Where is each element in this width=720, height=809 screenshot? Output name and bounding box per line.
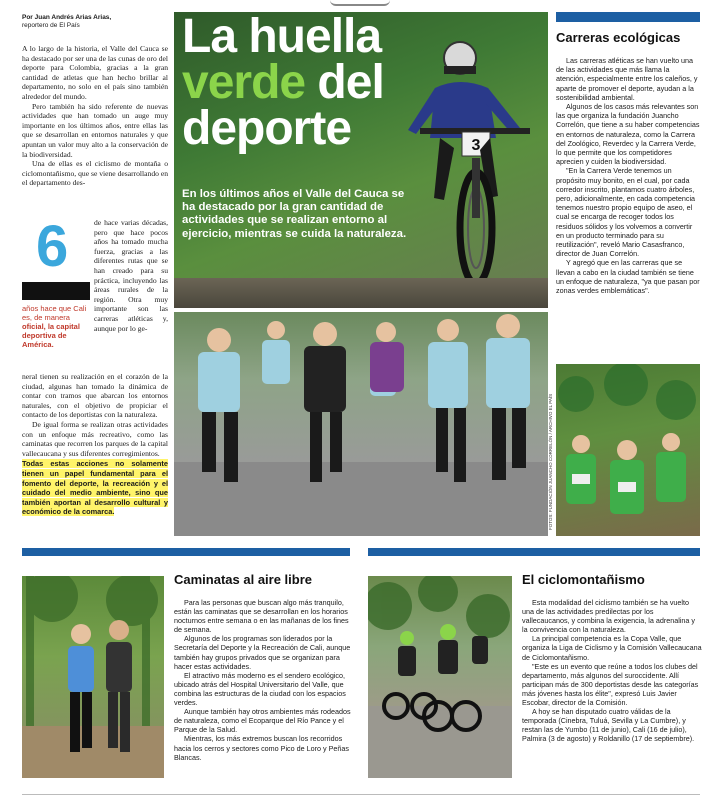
carreras-paragraph-3: "En la Carrera Verde tenemos un propósito muy bonito, en el cual, por cada corredor inscrito, plantamos cuatro árboles, pero, adicionalmente, en cada competencia tenemos nuestro propio equipo de aseo, el cual se encarga de recoger todos los residuos sólidos y los volvemos a convertir en un producto terminado para su reutilización", reveló Mario Casasfranco, director de Juan Correlón. bbox=[556, 166, 696, 259]
top-ornament bbox=[330, 0, 390, 6]
wrap-text: de hace varias décadas, pero que hace pocos años ha tomado mucha fuerza, gracias a las diferentes rutas que se han creado para su práctica, incluyendo las áreas rurales de la región. Otra muy importante son las carreras atléticas y, aunque por lo ge- bbox=[94, 218, 168, 333]
walkers-illustration bbox=[22, 576, 164, 778]
intro-paragraph-2: Pero también ha sido referente de nuevas actividades que han tomado un auge muy importante en los últimos años, entre ellas las que se desarrollan en entornos naturales y que apuntan un valor muy alto a la conservación de la biodiversidad. bbox=[22, 101, 168, 159]
byline bbox=[22, 14, 111, 30]
carreras-paragraph-2: Algunos de los casos más relevantes son las que organiza la fundación Juancho Correlón, que tiene a su haber competencias en entornos de naturaleza, como la Carrera del Zoológico, Reverdec y la Carrera Verde, lo que permite que los competidores aprecien y cuiden la biodiversidad. bbox=[556, 102, 700, 167]
hero-title-del: del bbox=[305, 56, 384, 109]
section-divider bbox=[22, 548, 700, 554]
ciclo-paragraph-3: "Este es un evento que reúne a todos los clubes del departamento, más algunos del suroccidente. Allí participan más de 300 deportistas desde las categorías más jóvenes hasta los élite", expresó Luis Javier Escobar, director de la Comisión. bbox=[522, 661, 699, 708]
ciclo-title: El ciclomontañismo bbox=[522, 572, 645, 587]
hero-photo bbox=[174, 12, 548, 308]
ciclo-column bbox=[522, 598, 702, 744]
intro-continuation bbox=[22, 372, 168, 517]
highlight-text: Todas estas acciones no solamente tienen un papel fundamental para el fomento del deporte, la recreación y el cuidado del medio ambiente, sino que también aportan al desarrollo cultural y económico de la comarca. bbox=[22, 459, 168, 517]
stat-box bbox=[22, 214, 92, 349]
crowd-illustration bbox=[556, 364, 700, 536]
intro-paragraph-3: Una de ellas es el ciclismo de montaña o ciclomontañismo, que se viene desarrollando en el departamento des- bbox=[22, 159, 168, 188]
stat-bar bbox=[22, 282, 90, 300]
caminatas-title: Caminatas al aire libre bbox=[174, 572, 313, 587]
intro-paragraph-5: De igual forma se realizan otras actividades con un enfoque más recreativo, como las caminatas que recorren los parques de la capital vallecaucana y sus diferentes corregimientos. bbox=[22, 419, 168, 458]
runners-photo-right bbox=[556, 364, 700, 536]
photo-credit: FOTOS: FUNDACIÓN JUANCHO CORRELÓN / ARCHIVO EL PAÍS bbox=[548, 393, 553, 530]
carreras-paragraph-4: Y agregó que en las carreras que se llevan a cabo en la ciudad también se tiene un enfoque de naturaleza, "ya que pasan por zonas verdes emblemáticas". bbox=[556, 258, 700, 296]
byline-author: Por Juan Andrés Arias Arias, bbox=[22, 14, 112, 21]
carreras-column bbox=[556, 56, 700, 295]
stat-caption-text: años hace que Cali es, de manera bbox=[22, 304, 87, 322]
caminatas-column bbox=[174, 598, 356, 762]
ciclo-paragraph-2: La principal competencia es la Copa Valle, que organiza la Liga de Ciclismo y la Comisión Vallecaucana de Ciclomontañismo. bbox=[522, 634, 702, 662]
section-bar-carreras bbox=[556, 12, 700, 22]
runners-illustration bbox=[174, 312, 548, 536]
caminatas-paragraph-5: Mientras, los más extremos buscan los recorridos hacia los cerros y sectores como Pico de Loro y Peñas Blancas. bbox=[174, 734, 349, 762]
ciclo-paragraph-1: Esta modalidad del ciclismo también se ha vuelto una de las actividades predilectas por los vallecaucanos, y combina la exigencia, la adrenalina y la convivencia con la naturaleza. bbox=[522, 598, 696, 635]
hero-title-line-3: deporte bbox=[182, 102, 352, 155]
mtb-illustration bbox=[368, 576, 512, 778]
caminatas-paragraph-3: El atractivo más moderno es el sendero ecológico, ubicado atrás del Hospital Universitario del Valle, que combina las estructuras de la ciudad con los espacios verdes. bbox=[174, 670, 346, 708]
caminatas-paragraph-4: Aunque también hay otros ambientes más rodeados de naturaleza, como el Ecoparque del Río Pance y el Parque de la Salud. bbox=[174, 707, 351, 735]
divider-bar-right bbox=[368, 548, 700, 556]
walkers-photo bbox=[22, 576, 164, 778]
caminatas-paragraph-1: Para las personas que buscan algo más tranquilo, están las caminatas que se desarrollan en los horarios nocturnos entre semana o en las mañanas de los fines de semana. bbox=[174, 598, 349, 635]
carreras-title: Carreras ecológicas bbox=[556, 30, 681, 45]
rocks-ground bbox=[174, 278, 548, 308]
bib-number: 3 bbox=[471, 137, 481, 154]
mtb-photo bbox=[368, 576, 512, 778]
hero-title bbox=[182, 12, 422, 155]
intro-paragraph-1: A lo largo de la historia, el Valle del Cauca se ha destacado por ser una de las cunas de oro del deporte para Colombia, gracias a la gran cantidad de atletas que han hecho brillar al departamento, no solo en el país sino también alrededor del mundo. bbox=[22, 44, 168, 101]
carreras-paragraph-1: Las carreras atléticas se han vuelto una de las actividades que más llama la atención, especialmente entre los caleños, y aparte de promover el deporte, ayudan a la sostenibilidad ambiental. bbox=[556, 56, 698, 102]
intro-paragraph-4: neral tienen su realización en el corazón de la ciudad, algunas han tomado la dinámica de contar con tramos que abarcan los entornos naturales, con el objetivo de propiciar el contacto de los deportistas con la naturaleza. bbox=[22, 372, 168, 420]
byline-role: reportero de El País bbox=[22, 22, 80, 29]
divider-bar-left bbox=[22, 548, 350, 556]
hero-subtitle: En los últimos años el Valle del Cauca se ha destacado por la gran cantidad de actividades que se realizan entorno al ejercicio, mientras se cuida la naturaleza. bbox=[182, 188, 407, 240]
intro-column bbox=[22, 44, 168, 188]
runners-photo bbox=[174, 312, 548, 536]
stat-number: 6 bbox=[36, 214, 69, 279]
highlight-paragraph bbox=[22, 459, 168, 517]
hero-title-green: verde bbox=[182, 56, 306, 109]
bottom-rule bbox=[22, 794, 700, 795]
caminatas-paragraph-2: Algunos de los programas son liderados por la Secretaría del Deporte y la Recreación de Cali, aunque también hay grupos privados que se organizan para hacer estas actividades. bbox=[174, 634, 351, 671]
hero-title-line-1: La huella bbox=[182, 12, 382, 63]
stat-caption-bold: oficial, la capital deportiva de América. bbox=[22, 322, 80, 349]
stat-caption bbox=[22, 304, 92, 349]
ciclo-paragraph-4: A hoy se han disputado cuatro válidas de la temporada (Cinebra, Tuluá, Sevilla y La Cumbre), y restan las de Yumbo (11 de junio), Cali (16 de julio), Palmira (3 de agosto) y Roldanillo (17 de septiembre). bbox=[522, 707, 695, 744]
